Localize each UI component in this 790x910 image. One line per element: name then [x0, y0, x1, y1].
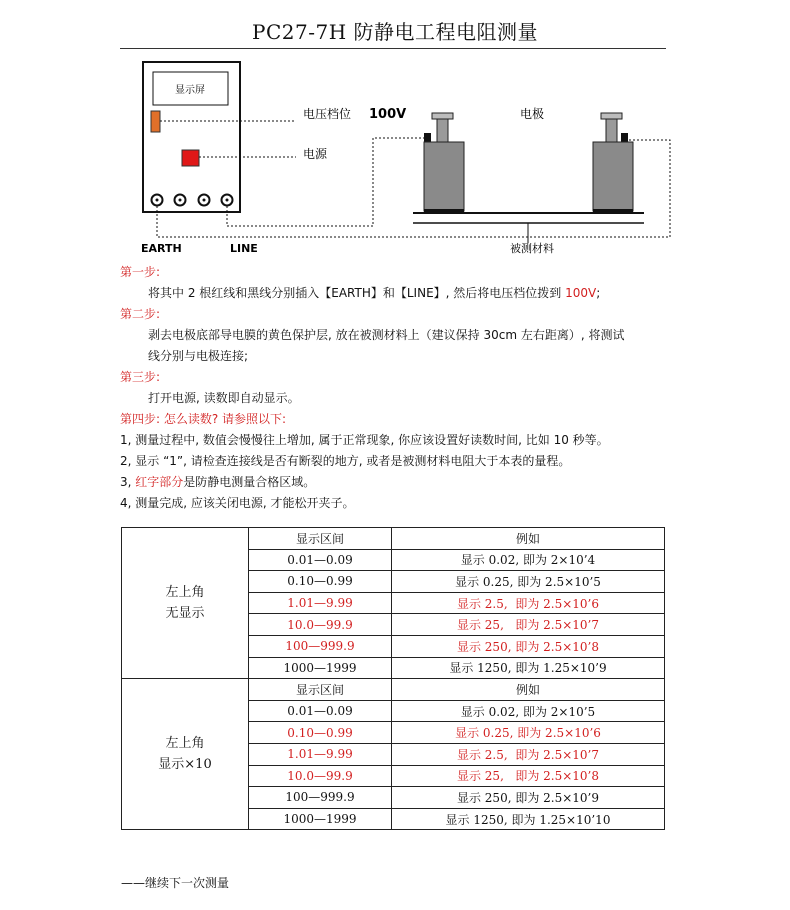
note-4: 4, 测量完成, 应该关闭电源, 才能松开夹子。	[120, 496, 355, 510]
left-electrode-body	[424, 142, 464, 211]
earth-label: EARTH	[141, 242, 182, 255]
header-example: 例如	[392, 679, 665, 701]
example-cell: 显示 2.5, 即为 2.5×10’6	[392, 592, 665, 614]
range-cell: 10.0—99.9	[249, 614, 392, 636]
table-header-row	[122, 679, 665, 701]
step2-text-1: 剥去电极底部导电膜的黄色保护层, 放在被测材料上（建议保持 30cm 左右距离）, 将测试	[148, 328, 625, 342]
display-screen-label: 显示屏	[175, 85, 205, 96]
step4-title: 第四步: 怎么读数? 请参照以下:	[120, 412, 287, 426]
step3-text: 打开电源, 读数即自动显示。	[148, 391, 300, 405]
voltage-label: 电压档位	[303, 107, 352, 121]
line-label: LINE	[230, 242, 258, 255]
example-cell: 显示 25, 即为 2.5×10’7	[392, 614, 665, 636]
example-cell: 显示 1250, 即为 1.25×10’9	[392, 657, 665, 679]
step1-voltage: 100V	[565, 286, 597, 300]
example-cell: 显示 0.25, 即为 2.5×10’5	[392, 571, 665, 593]
right-electrode-stem	[606, 117, 617, 143]
note-3-highlight: 红字部分	[135, 475, 184, 489]
range-cell: 10.0—99.9	[249, 765, 392, 787]
range-cell: 100—999.9	[249, 635, 392, 657]
left-electrode-cap	[432, 113, 453, 119]
header-range: 显示区间	[249, 679, 392, 701]
example-cell: 显示 25, 即为 2.5×10’8	[392, 765, 665, 787]
range-cell: 0.01—0.09	[249, 549, 392, 571]
footer-text: ——继续下一次测量	[121, 876, 230, 890]
range-cell: 1000—1999	[249, 657, 392, 679]
note-2: 2, 显示 “1”, 请检查连接线是否有断裂的地方, 或者是被测材料电阻大于本表的量程。	[120, 454, 571, 468]
material-label: 被测材料	[510, 242, 554, 255]
range-cell: 0.10—0.99	[249, 571, 392, 593]
example-cell: 显示 0.02, 即为 2×10’4	[392, 549, 665, 571]
example-cell: 显示 2.5, 即为 2.5×10’7	[392, 743, 665, 765]
left-electrode-stem	[437, 117, 448, 143]
step3-title: 第三步:	[120, 370, 161, 384]
step1-title: 第一步:	[120, 265, 161, 279]
voltage-knob	[151, 111, 160, 132]
example-cell: 显示 0.25, 即为 2.5×10’6	[392, 722, 665, 744]
reading-table	[121, 527, 665, 830]
group-label: 左上角 显示×10	[122, 679, 249, 830]
header-example: 例如	[392, 528, 665, 550]
instructions	[120, 262, 680, 514]
right-electrode-cap	[601, 113, 622, 119]
step1-text: 将其中 2 根红线和黑线分别插入【EARTH】和【LINE】, 然后将电压档位拨到 100V;	[148, 286, 601, 300]
note-1: 1, 测量过程中, 数值会慢慢往上增加, 属于正常现象, 你应该设置好读数时间, 比如 10 秒等。	[120, 433, 609, 447]
power-button	[182, 150, 199, 166]
electrode-label: 电极	[520, 107, 545, 121]
header-range: 显示区间	[249, 528, 392, 550]
range-cell: 100—999.9	[249, 787, 392, 809]
wiring-diagram	[0, 0, 790, 262]
range-cell: 1000—1999	[249, 808, 392, 830]
power-label: 电源	[303, 147, 328, 161]
step2-title: 第二步:	[120, 307, 161, 321]
range-cell: 0.10—0.99	[249, 722, 392, 744]
example-cell: 显示 250, 即为 2.5×10’8	[392, 635, 665, 657]
range-cell: 1.01—9.99	[249, 743, 392, 765]
range-cell: 1.01—9.99	[249, 592, 392, 614]
table-header-row	[122, 528, 665, 550]
voltage-value: 100V	[369, 107, 407, 122]
right-electrode-body	[593, 142, 633, 211]
example-cell: 显示 0.02, 即为 2×10’5	[392, 700, 665, 722]
example-cell: 显示 250, 即为 2.5×10’9	[392, 787, 665, 809]
page-title: PC27-7H 防静电工程电阻测量	[252, 20, 538, 44]
example-cell: 显示 1250, 即为 1.25×10’10	[392, 808, 665, 830]
note-3: 3, 红字部分是防静电测量合格区域。	[120, 475, 316, 489]
group-label: 左上角 无显示	[122, 528, 249, 679]
range-cell: 0.01—0.09	[249, 700, 392, 722]
step2-text-2: 线分别与电极连接;	[148, 349, 249, 363]
